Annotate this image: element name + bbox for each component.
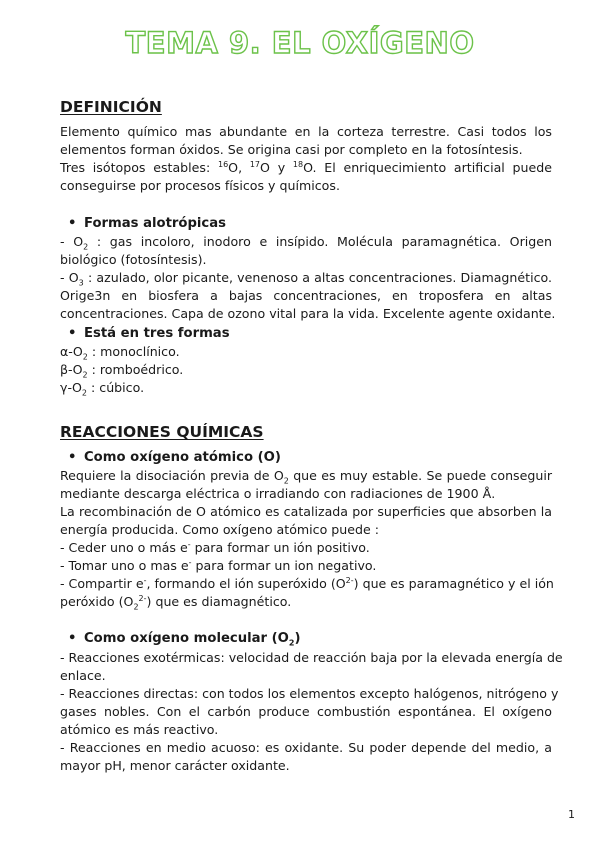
text-line: - Ceder uno o más e- para formar un ión positivo. — [60, 539, 370, 555]
text-line: Orige3n en biosfera a bajas concentraciones, en troposfera en altas — [60, 288, 552, 303]
paragraph-oxigeno-atomico — [60, 467, 552, 611]
bullet-oxigeno-molecular: • Como oxígeno molecular $(O_2)$ — [68, 631, 301, 648]
text-line: atómico es más reactivo. — [60, 722, 219, 737]
text-line: mayor pH, menor carácter oxidante. — [60, 758, 290, 773]
text-line: peróxido $(O_2^{2-})$ que es diamagnético. — [60, 593, 292, 612]
bullet-dot-icon: • — [68, 450, 77, 465]
text-line: mediante descarga eléctrica o irradiando con radiaciones de 1900 Å. — [60, 486, 496, 501]
bullet-dot-icon: • — [68, 326, 77, 341]
text-line: concentraciones. Capa de ozono vital para la vida. Excelente agente oxidante. — [60, 306, 556, 321]
bullet-dot-icon: • — [68, 631, 77, 646]
list-tres-formas — [60, 343, 552, 397]
paragraph-o3 — [60, 269, 556, 323]
bullet-tres-formas: • Está en tres formas — [68, 326, 230, 341]
text-line: conseguirse por procesos físicos y químicos. — [60, 178, 340, 193]
document-title: TEMA 9. EL OXÍGENO — [125, 26, 475, 60]
bullet-dot-icon: • — [68, 216, 77, 231]
heading-reacciones: REACCIONES QUÍMICAS — [60, 423, 264, 441]
text-line: Tres isótopos estables: $^{16}$O, $^{17}$O y $^{18}$O. El enriquecimiento artificial puede — [60, 159, 553, 175]
heading-definicion: DEFINICIÓN — [60, 98, 162, 116]
bullet-oxigeno-atomico: • Como oxígeno atómico (O) — [68, 450, 281, 465]
text-line: elementos forman óxidos. Se origina casi por completo en la fotosíntesis. — [60, 142, 523, 157]
bullet-formas-alotropicas: • Formas alotrópicas — [68, 216, 226, 231]
list-item: $\beta-O_2$ : romboédrico. — [60, 362, 184, 380]
text-line: biológico (fotosíntesis). — [60, 252, 207, 267]
text-line: - Compartir e-, formando el ión superóxido $(O^{2-})$ que es paramagnético y el ión — [60, 575, 554, 591]
text-line: - Reacciones en medio acuoso: es oxidante. Su poder depende del medio, a — [60, 740, 552, 755]
paragraph-definicion — [60, 123, 552, 195]
text-line: - $O_3$ : azulado, olor picante, venenoso a altas concentraciones. Diamagnético. — [60, 270, 552, 288]
text-line: - Reacciones exotérmicas: velocidad de reacción baja por la elevada energía de — [60, 650, 563, 665]
paragraph-o2 — [60, 233, 552, 269]
text-line: Requiere la disociación previa de $O_2$ que es muy estable. Se puede conseguir — [60, 468, 553, 486]
text-line: energía producida. Como oxígeno atómico puede : — [60, 522, 380, 537]
page-number: 1 — [568, 808, 575, 821]
text-line: La recombinación de O atómico es catalizada por superficies que absorben la — [60, 504, 552, 519]
text-line: - Tomar uno o mas e- para formar un ion negativo. — [60, 557, 377, 573]
text-line: gases nobles. Con el carbón produce combustión espontánea. El oxígeno — [60, 704, 552, 719]
text-line: - $O_2$ : gas incoloro, inodoro e insípido. Molécula paramagnética. Origen — [60, 234, 552, 252]
text-line: Elemento químico mas abundante en la corteza terrestre. Casi todos los — [60, 124, 552, 139]
list-item: $\gamma-O_2$ : cúbico. — [60, 380, 145, 398]
text-line: enlace. — [60, 668, 106, 683]
paragraph-oxigeno-molecular — [60, 649, 563, 775]
list-item: $\alpha-O_2$ : monoclínico. — [60, 344, 180, 362]
text-line: - Reacciones directas: con todos los elementos excepto halógenos, nitrógeno y — [60, 686, 559, 701]
